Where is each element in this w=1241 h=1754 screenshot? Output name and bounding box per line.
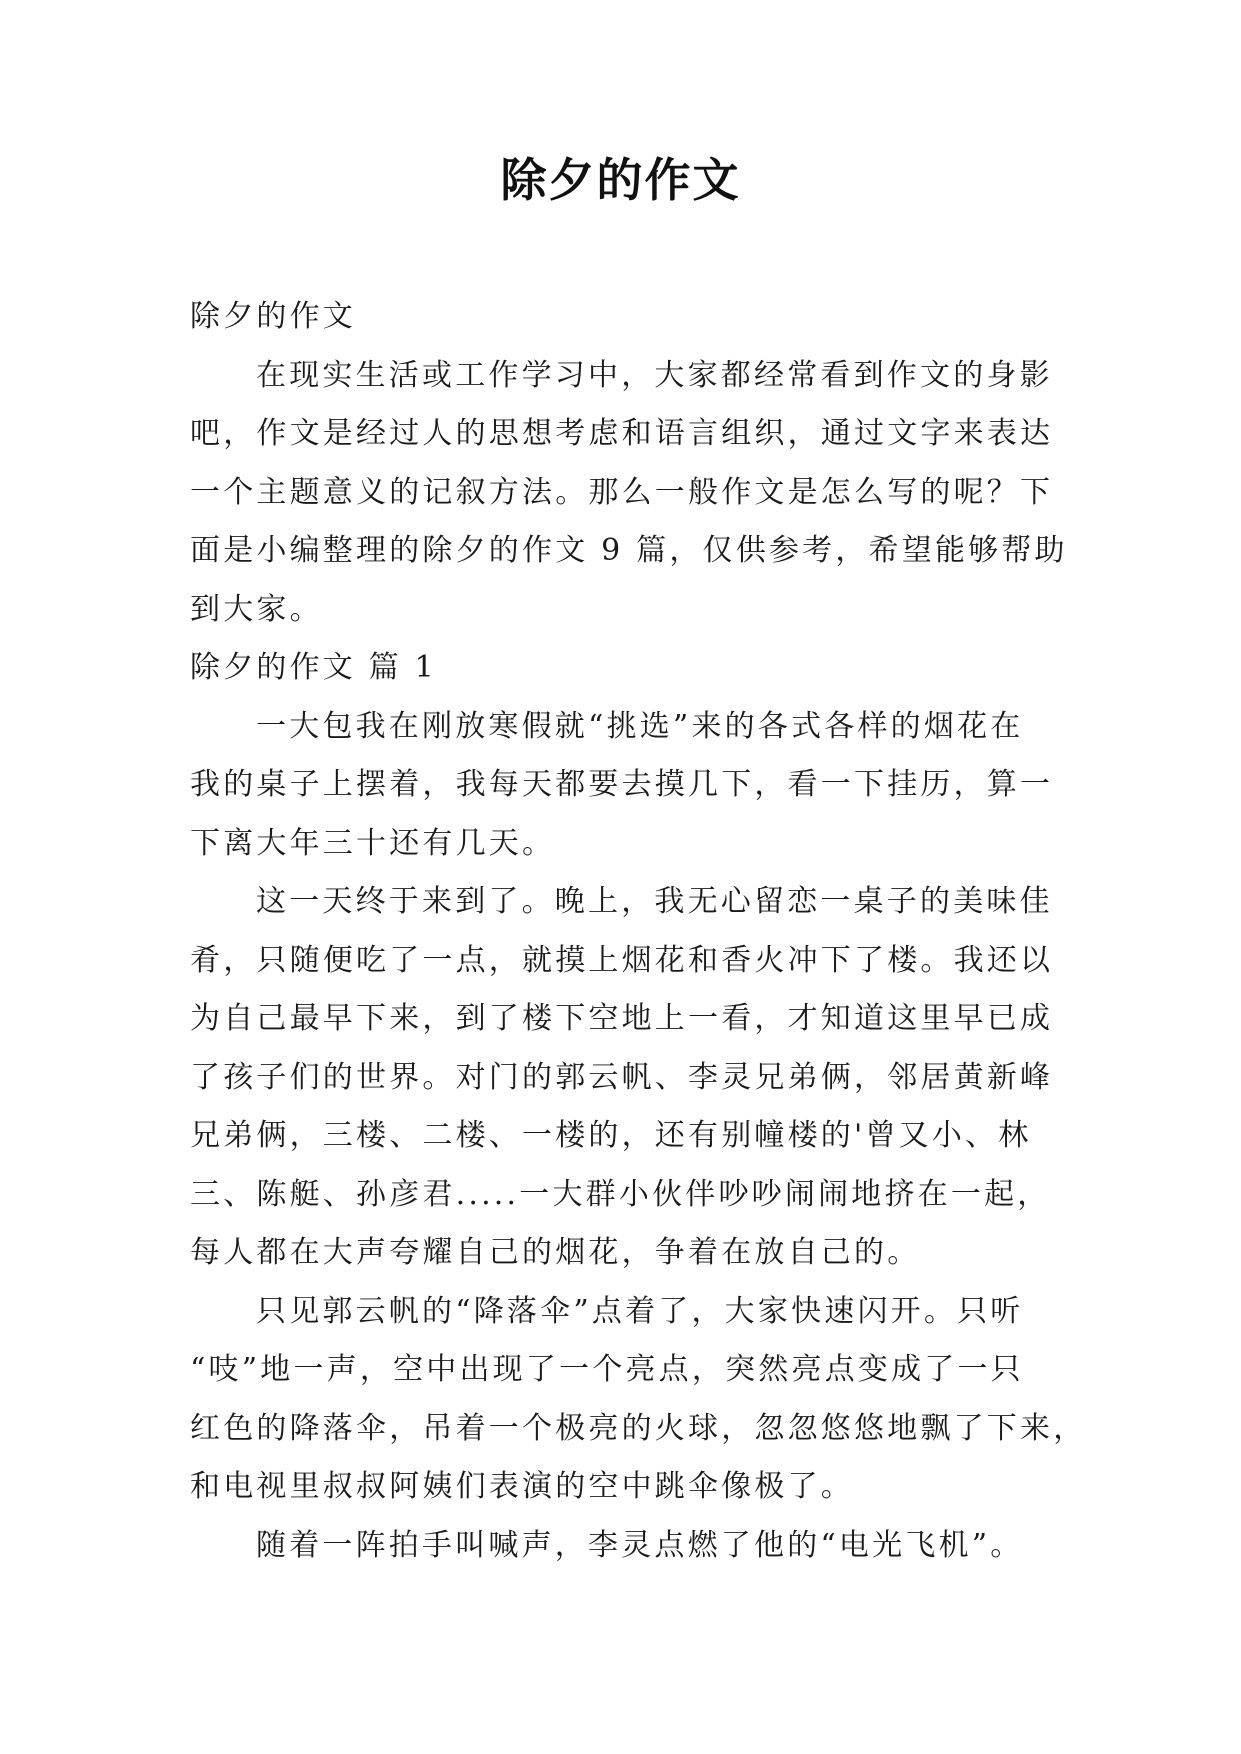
text-line: 在现实生活或工作学习中，大家都经常看到作文的身影 (256, 357, 1053, 393)
text-line: 和电视里叔叔阿姨们表演的空中跳伞像极了。 (190, 1469, 854, 1504)
text-line: 下离大年三十还有几天。 (190, 825, 556, 861)
text-line: 一个主题意义的记叙方法。那么一般作文是怎么写的呢？下 (190, 474, 1054, 510)
text-line: 每人都在大声夸耀自己的烟花，争着在放自己的。 (190, 1235, 921, 1270)
text-line: 肴，只随便吃了一点，就摸上烟花和香火冲下了楼。我还以 (190, 942, 1054, 978)
document-title: 除夕的作文 (500, 153, 741, 207)
document-body (190, 288, 1087, 1575)
text-line: 只见郭云帆的“降落伞”点着了，大家快速闪开。只听 (256, 1293, 1024, 1329)
text-line: 为自己最早下来，到了楼下空地上一看，才知道这里早已成 (190, 1001, 1054, 1036)
text-line: 了孩子们的世界。对门的郭云帆、李灵兄弟俩，邻居黄新峰 (190, 1059, 1054, 1095)
text-line: 吧，作文是经过人的思想考虑和语言组织，通过文字来表达 (190, 416, 1054, 451)
text-line: 这一天终于来到了。晚上，我无心留恋一桌子的美味佳 (256, 884, 1053, 919)
text-line: 我的桌子上摆着，我每天都要去摸几下，看一下挂历，算一 (190, 767, 1054, 802)
text-line: “吱”地一声，空中出现了一个亮点，突然亮点变成了一只 (190, 1352, 1024, 1387)
text-line: 除夕的作文 (190, 299, 356, 334)
text-line: 一大包我在刚放寒假就“挑选”来的各式各样的烟花在 (256, 708, 1024, 744)
text-line: 除夕的作文 篇 1 (190, 650, 437, 685)
text-line: 面是小编整理的除夕的作文 9 篇，仅供参考，希望能够帮助 (190, 533, 1068, 568)
text-line: 兄弟俩，三楼、二楼、一楼的，还有别幢楼的'曾又小、林 (190, 1118, 1032, 1153)
text-line: 红色的降落伞，吊着一个极亮的火球，忽忽悠悠地飘了下来， (190, 1410, 1087, 1446)
text-line: 到大家。 (190, 591, 323, 627)
text-line: 随着一阵拍手叫喊声，李灵点燃了他的“电光飞机”。 (256, 1527, 1024, 1563)
text-line: 三、陈艇、孙彦君.....一大群小伙伴吵吵闹闹地挤在一起， (190, 1176, 1051, 1212)
